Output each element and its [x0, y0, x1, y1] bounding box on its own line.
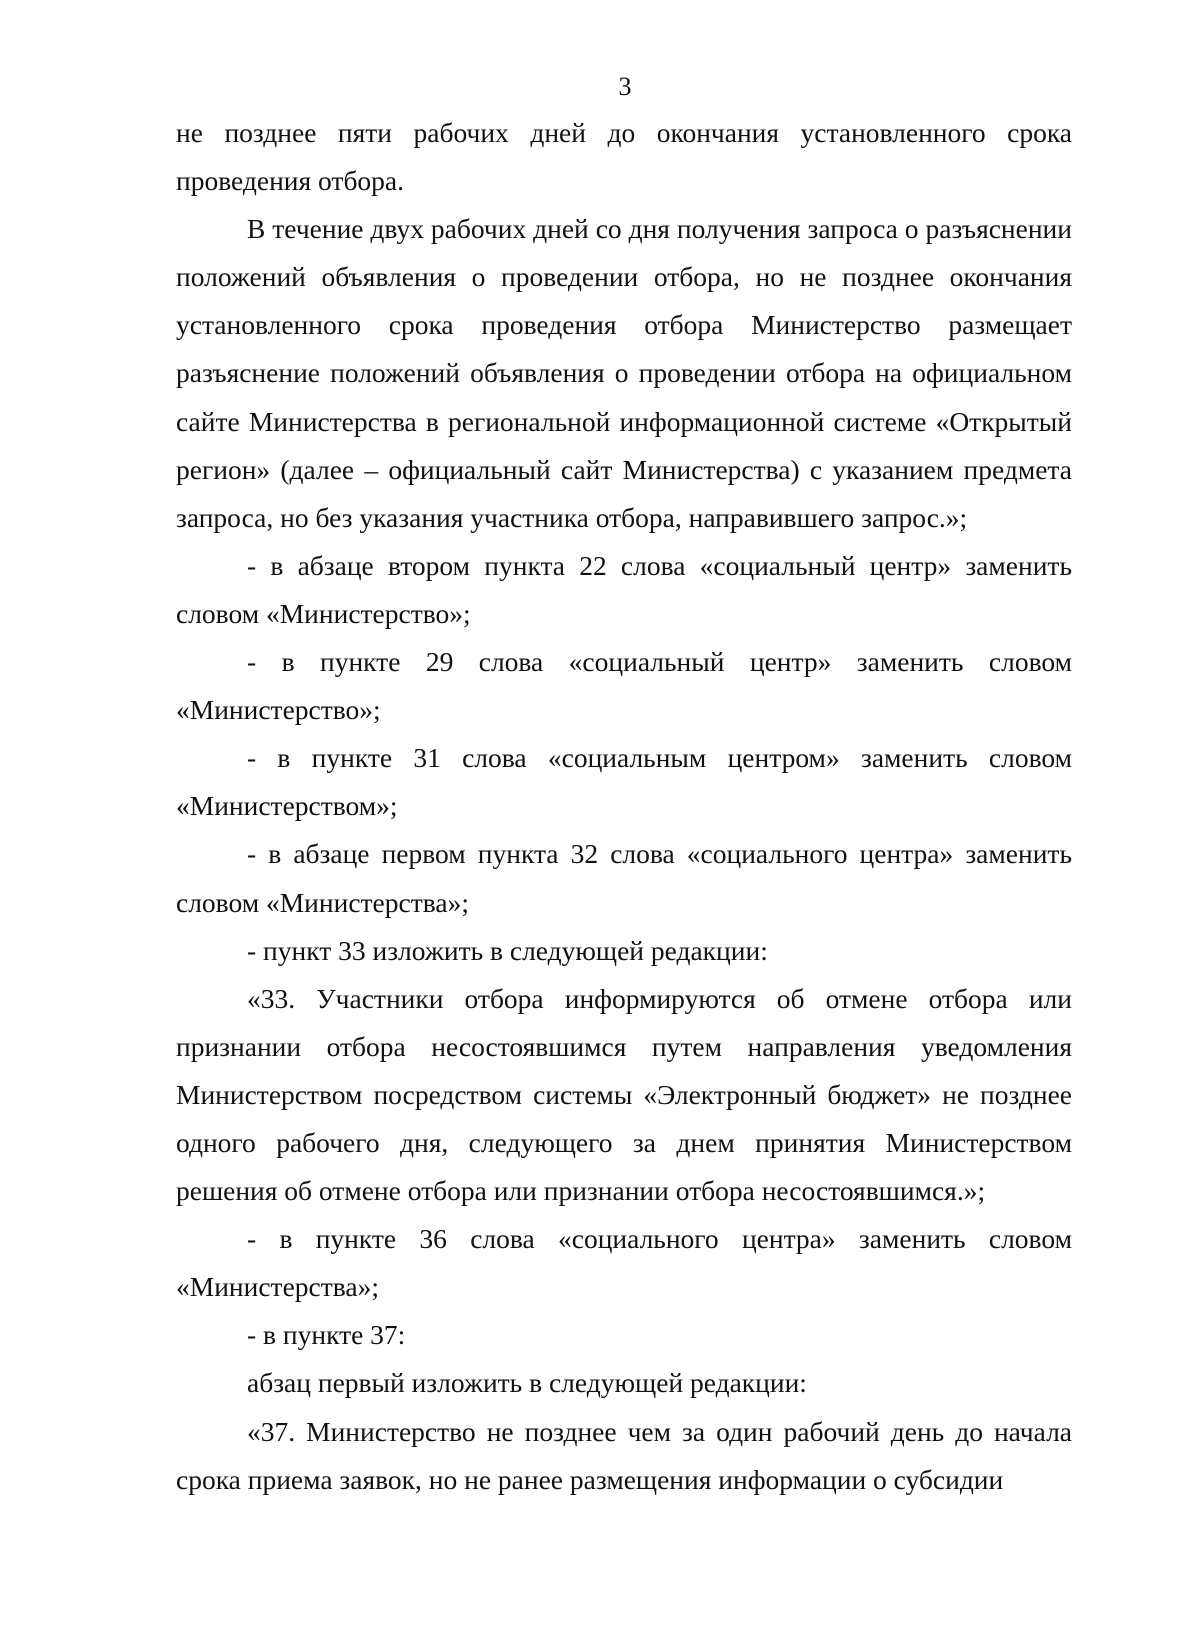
paragraph-clarification: В течение двух рабочих дней со дня получения запроса о разъяснении положений объявления о проведении отбора, но не позднее окончания установленного срока проведения отбора Министерство размещает разъяснение положений объявления о проведении отбора на официальном сайте Министерства в региональной информационной системе «Открытый регион» (далее – официальный сайт Министерства) с указанием предмета запроса, но без указания участника отбора, направившего запрос.»;: [176, 213, 1072, 533]
page-number: 3: [618, 72, 632, 101]
paragraph-item-37-text: «37. Министерство не позднее чем за один рабочий день до начала срока приема заявок, но не ранее размещения информации о субсидии: [176, 1415, 1072, 1495]
paragraph-item-32: - в абзаце первом пункта 32 слова «социального центра» заменить словом «Министерства»;: [176, 838, 1072, 918]
paragraph-item-22: - в абзаце втором пункта 22 слова «социальный центр» заменить словом «Министерство»;: [176, 549, 1072, 629]
paragraph-item-37-intro: - в пункте 37:: [247, 1319, 406, 1351]
paragraph-item-33-text: «33. Участники отбора информируются об отмене отбора или признании отбора несостоявшимся путем направления уведомления Министерством посредством системы «Электронный бюджет» не позднее одного рабочего дня, следующего за днем принятия Министерством решения об отмене отбора или признании отбора несостоявшимся.»;: [176, 982, 1072, 1207]
document-body: [176, 109, 1072, 1504]
paragraph-item-36: - в пункте 36 слова «социального центра» заменить словом «Министерства»;: [176, 1223, 1072, 1303]
paragraph-item-29: - в пункте 29 слова «социальный центр» заменить словом «Министерство»;: [176, 646, 1072, 726]
paragraph-continuation: не позднее пяти рабочих дней до окончания установленного срока проведения отбора.: [176, 117, 1072, 197]
paragraph-item-37-first: абзац первый изложить в следующей редакции:: [247, 1367, 807, 1399]
paragraph-item-33-intro: - пункт 33 изложить в следующей редакции:: [247, 934, 768, 966]
paragraph-item-31: - в пункте 31 слова «социальным центром» заменить словом «Министерством»;: [176, 742, 1072, 822]
